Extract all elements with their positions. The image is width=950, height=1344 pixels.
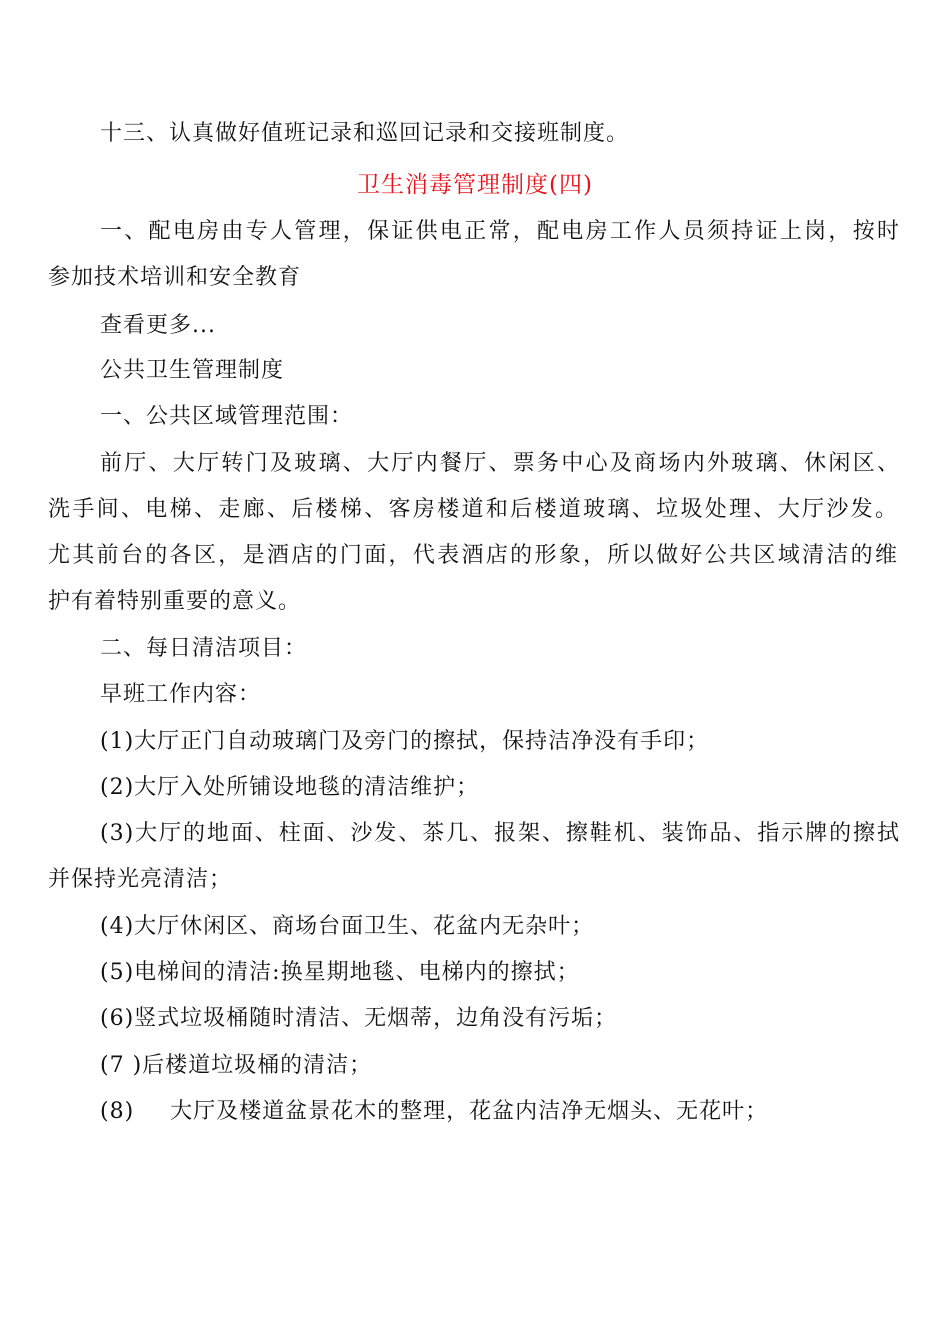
morning-heading: 早班工作内容： (100, 682, 262, 707)
subsection-title: 公共卫生管理制度 (100, 358, 285, 383)
list-item-8-number: (8) (100, 1099, 135, 1124)
scope-paragraph-line-4: 护有着特别重要的意义。 (48, 589, 302, 614)
list-item-6: (6)竖式垃圾桶随时清洁、无烟蒂，边角没有污垢； (100, 1006, 618, 1031)
list-item-7: (7 )后楼道垃圾桶的清洁； (100, 1053, 373, 1078)
paragraph-1-line-1: 一、配电房由专人管理，保证供电正常，配电房工作人员须持证上岗，按时 (100, 219, 900, 244)
paragraph-1-line-2: 参加技术培训和安全教育 (48, 265, 302, 290)
list-item-5: (5)电梯间的清洁:换星期地毯、电梯内的擦拭； (100, 960, 580, 985)
scope-paragraph-line-2: 洗手间、电梯、走廊、后楼梯、客房楼道和后楼道玻璃、垃圾处理、大厅沙发。 (48, 497, 898, 522)
list-item-2: (2)大厅入处所铺设地毯的清洁维护； (100, 775, 480, 800)
scope-paragraph-line-1: 前厅、大厅转门及玻璃、大厅内餐厅、票务中心及商场内外玻璃、休闲区、 (100, 451, 900, 476)
list-item-8 (100, 1097, 900, 1127)
section-title: 卫生消毒管理制度(四) (357, 172, 593, 198)
list-item-3-line-2: 并保持光亮清洁； (48, 867, 233, 892)
list-item-1: (1)大厅正门自动玻璃门及旁门的擦拭，保持洁净没有手印； (100, 729, 710, 754)
paragraph-item-13: 十三、认真做好值班记录和巡回记录和交接班制度。 (100, 121, 630, 146)
daily-heading: 二、每日清洁项目： (100, 636, 308, 661)
scope-heading: 一、公共区域管理范围： (100, 404, 354, 429)
scope-paragraph-line-3: 尤其前台的各区，是酒店的门面，代表酒店的形象，所以做好公共区域清洁的维 (48, 543, 898, 568)
list-item-4: (4)大厅休闲区、商场台面卫生、花盆内无杂叶； (100, 914, 595, 939)
list-item-3-line-1: (3)大厅的地面、柱面、沙发、茶几、报架、擦鞋机、装饰品、指示牌的擦拭 (100, 821, 900, 846)
view-more-link[interactable]: 查看更多... (100, 313, 216, 338)
list-item-8-text: 大厅及楼道盆景花木的整理，花盆内洁净无烟头、无花叶； (170, 1099, 769, 1124)
